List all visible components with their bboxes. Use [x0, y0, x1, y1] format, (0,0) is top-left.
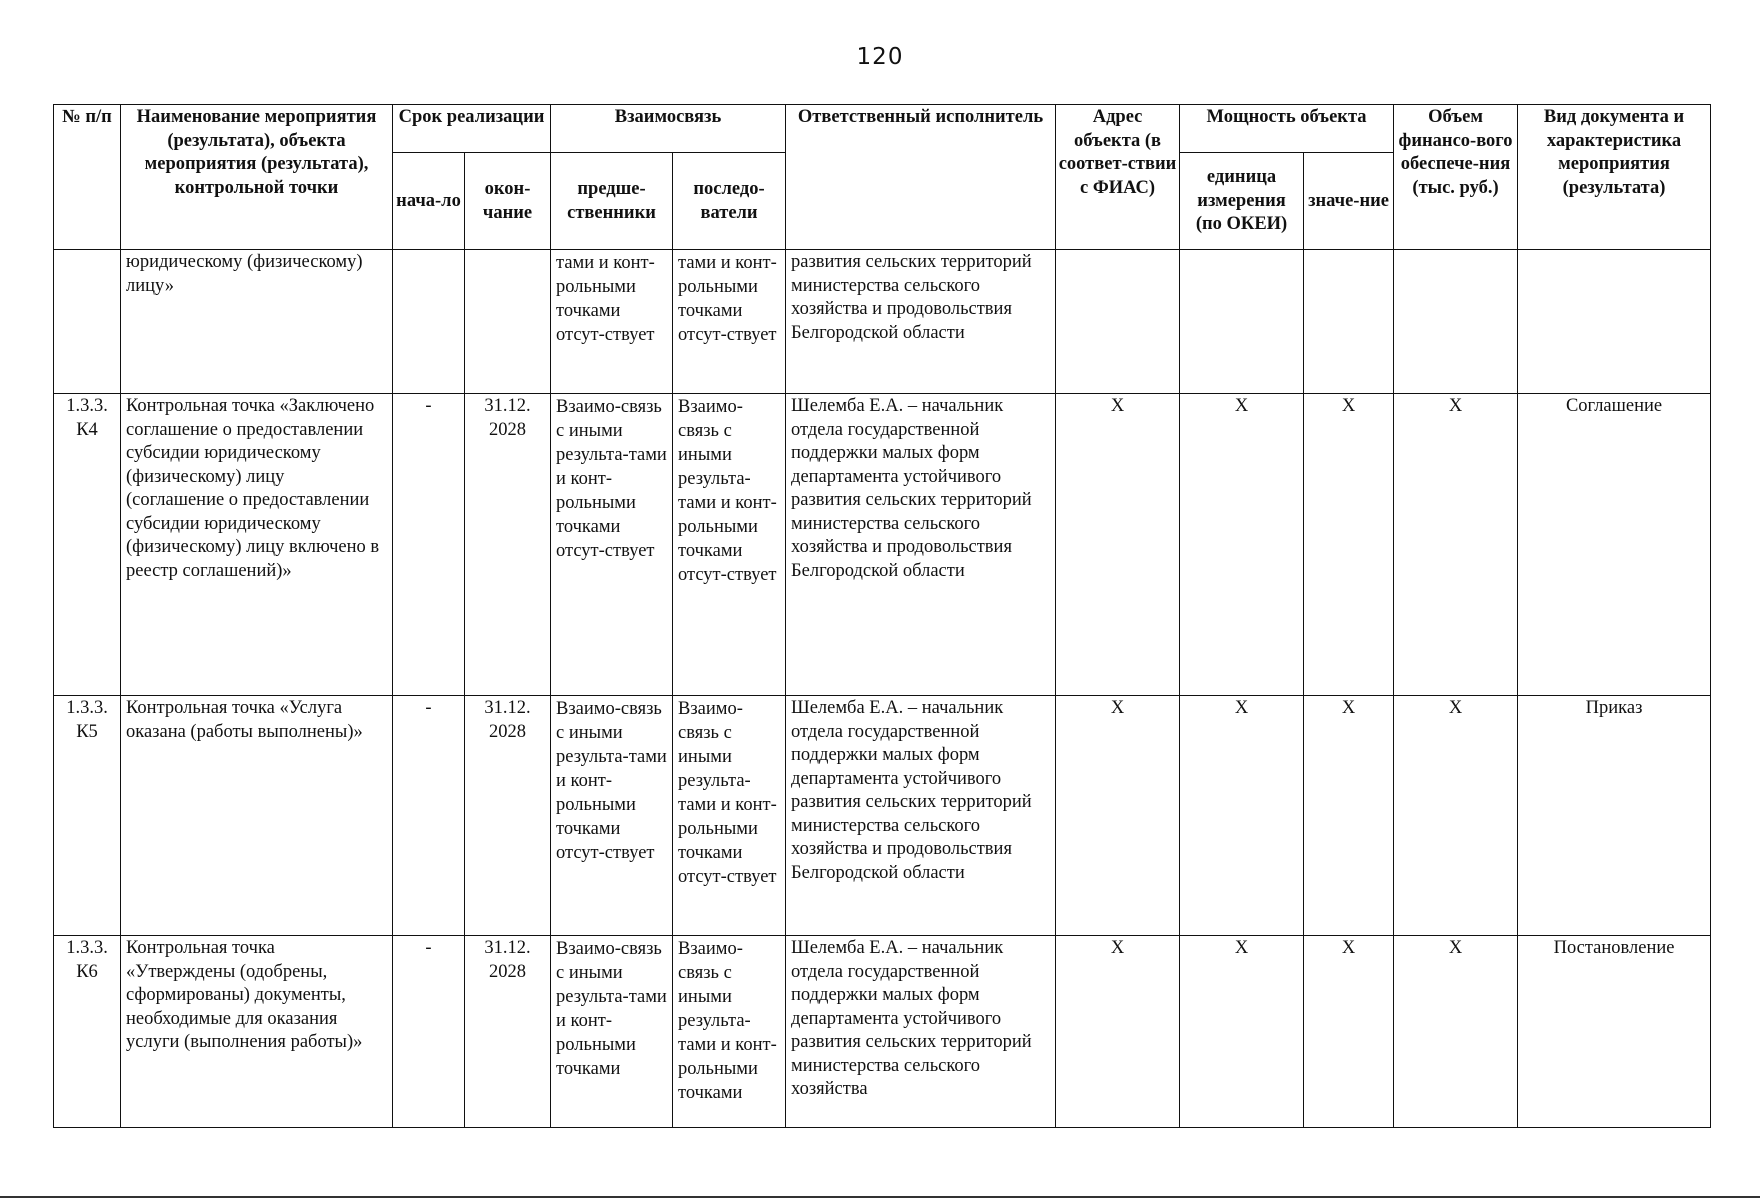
row-start: -	[393, 936, 465, 1128]
row-start	[393, 250, 465, 394]
row-address: Х	[1056, 696, 1180, 936]
row-address: Х	[1056, 394, 1180, 696]
table-header	[54, 105, 1711, 250]
row-name: Контрольная точка «Заключено соглашение о предоставлении субсидии юридическому (физическому) лицу (соглашение о предоставлении субсидии юридическому (физическому) лицу включено в реестр соглашений)»	[121, 394, 393, 696]
row-value: Х	[1304, 394, 1394, 696]
row-finance: Х	[1394, 696, 1518, 936]
row-doc: Соглашение	[1518, 394, 1711, 696]
row-doc: Приказ	[1518, 696, 1711, 936]
row-unit: Х	[1180, 394, 1304, 696]
row-predecessors: Взаимо-связь с иными результа-тами и конт-рольными точками отсут-ствует	[551, 696, 673, 936]
row-name: юридическому (физическому) лицу»	[121, 250, 393, 394]
row-successors: Взаимо-связь с иными результа-тами и конт-рольными точками отсут-ствует	[673, 696, 786, 936]
row-address	[1056, 250, 1180, 394]
header-num: № п/п	[54, 105, 121, 250]
header-predecessors: предше-ственники	[551, 153, 673, 250]
row-value: Х	[1304, 936, 1394, 1128]
row-unit: Х	[1180, 696, 1304, 936]
header-name: Наименование мероприятия (результата), объекта мероприятия (результата), контрольной точки	[121, 105, 393, 250]
header-term: Срок реализации	[393, 105, 551, 153]
row-end	[465, 250, 551, 394]
row-end: 31.12. 2028	[465, 936, 551, 1128]
row-start: -	[393, 394, 465, 696]
row-predecessors: Взаимо-связь с иными результа-тами и конт-рольными точками	[551, 936, 673, 1128]
row-value	[1304, 250, 1394, 394]
row-num: 1.3.3. К5	[54, 696, 121, 936]
header-successors: последо-ватели	[673, 153, 786, 250]
header-unit: единица измерения (по ОКЕИ)	[1180, 153, 1304, 250]
row-name: Контрольная точка «Утверждены (одобрены, сформированы) документы, необходимые для оказания услуги (выполнения работы)»	[121, 936, 393, 1128]
row-responsible: Шелемба Е.А. – начальник отдела государственной поддержки малых форм департамента устойчивого развития сельских территорий министерства сельского хозяйства и продовольствия Белгородской области	[786, 394, 1056, 696]
row-name: Контрольная точка «Услуга оказана (работы выполнены)»	[121, 696, 393, 936]
activities-table	[53, 104, 1711, 1128]
row-finance: Х	[1394, 394, 1518, 696]
header-capacity: Мощность объекта	[1180, 105, 1394, 153]
header-address: Адрес объекта (в соответ-ствии с ФИАС)	[1056, 105, 1180, 250]
row-end: 31.12. 2028	[465, 394, 551, 696]
row-predecessors: Взаимо-связь с иными результа-тами и конт-рольными точками отсут-ствует	[551, 394, 673, 696]
row-successors: Взаимо-связь с иными результа-тами и конт-рольными точками	[673, 936, 786, 1128]
header-finance: Объем финансо-вого обеспече-ния (тыс. руб.)	[1394, 105, 1518, 250]
header-term-end: окон-чание	[465, 153, 551, 250]
row-doc: Постановление	[1518, 936, 1711, 1128]
row-responsible: Шелемба Е.А. – начальник отдела государственной поддержки малых форм департамента устойчивого развития сельских территорий министерства сельского хозяйства	[786, 936, 1056, 1128]
page-bottom-rule	[0, 1196, 1760, 1198]
row-num: 1.3.3. К4	[54, 394, 121, 696]
row-responsible: Шелемба Е.А. – начальник отдела государственной поддержки малых форм департамента устойчивого развития сельских территорий министерства сельского хозяйства и продовольствия Белгородской области	[786, 696, 1056, 936]
row-successors: Взаимо-связь с иными результа-тами и конт-рольными точками отсут-ствует	[673, 394, 786, 696]
row-successors: тами и конт-рольными точками отсут-ствует	[673, 250, 786, 394]
row-start: -	[393, 696, 465, 936]
row-num: 1.3.3. К6	[54, 936, 121, 1128]
page-number: 120	[856, 44, 904, 70]
row-unit: Х	[1180, 936, 1304, 1128]
row-doc	[1518, 250, 1711, 394]
row-predecessors: тами и конт-рольными точками отсут-ствует	[551, 250, 673, 394]
table-row	[54, 696, 1711, 936]
row-finance	[1394, 250, 1518, 394]
row-address: Х	[1056, 936, 1180, 1128]
row-num	[54, 250, 121, 394]
row-unit	[1180, 250, 1304, 394]
header-term-start: нача-ло	[393, 153, 465, 250]
row-end: 31.12. 2028	[465, 696, 551, 936]
table-row	[54, 394, 1711, 696]
table-row	[54, 250, 1711, 394]
header-responsible: Ответственный исполнитель	[786, 105, 1056, 250]
header-doc-type: Вид документа и характеристика мероприятия (результата)	[1518, 105, 1711, 250]
row-finance: Х	[1394, 936, 1518, 1128]
header-value: значе-ние	[1304, 153, 1394, 250]
header-relation: Взаимосвязь	[551, 105, 786, 153]
table-row	[54, 936, 1711, 1128]
row-value: Х	[1304, 696, 1394, 936]
row-responsible: развития сельских территорий министерства сельского хозяйства и продовольствия Белгородской области	[786, 250, 1056, 394]
